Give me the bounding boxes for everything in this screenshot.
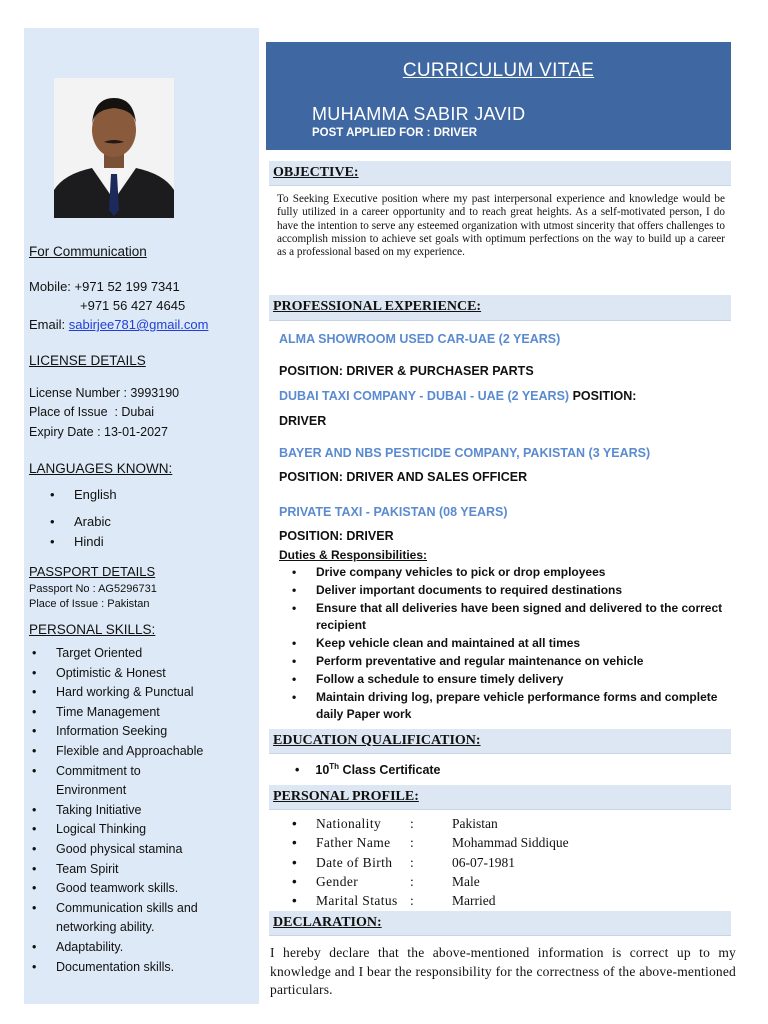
duty-item: • Maintain driving log, prepare vehicle performance forms and complete daily Paper work [292, 689, 732, 725]
skill-item: • Good teamwork skills. [29, 879, 249, 899]
passport-number: Passport No : AG5296731 [29, 583, 157, 595]
profile-label: Father Name [316, 835, 391, 851]
experience-heading [269, 295, 731, 321]
portrait-image [54, 78, 174, 218]
skill-item: • Time Management [29, 703, 249, 723]
profile-row [292, 833, 569, 852]
profile-value: Mohammad Siddique [452, 835, 569, 851]
skill-item: • Good physical stamina [29, 840, 249, 860]
profile-row [292, 853, 569, 872]
position-3: POSITION: DRIVER AND SALES OFFICER [279, 470, 528, 484]
skill-item: • Team Spirit [29, 860, 249, 880]
profile-row [292, 872, 569, 891]
skill-item: • Documentation skills. [29, 958, 249, 978]
education-item-suffix: Class Certificate [339, 763, 441, 778]
experience-heading-text: PROFESSIONAL EXPERIENCE: [273, 299, 482, 314]
education-heading [269, 729, 731, 754]
passport-place: Place of Issue : Pakistan [29, 598, 150, 610]
company-2: DUBAI TAXI COMPANY - DUBAI - UAE (2 YEARS) [279, 389, 570, 403]
skill-item: • Commitment to Environment [29, 762, 249, 801]
position-2: DRIVER [279, 414, 327, 428]
skills-list [29, 644, 249, 977]
profile-photo [54, 78, 174, 218]
profile-heading [269, 785, 731, 810]
mobile-number-1: +971 52 199 7341 [74, 279, 180, 294]
skill-item: • Communication skills and networking ability. [29, 899, 249, 938]
post-applied: POST APPLIED FOR : DRIVER [312, 127, 478, 139]
company-1: ALMA SHOWROOM USED CAR-UAE (2 YEARS) [279, 332, 561, 346]
profile-value: Married [452, 893, 496, 909]
skill-item: • Information Seeking [29, 722, 249, 742]
passport-heading: PASSPORT DETAILS [29, 564, 156, 579]
email-link[interactable]: sabirjee781@gmail.com [68, 317, 209, 332]
profile-value: Pakistan [452, 816, 498, 831]
duty-item: • Keep vehicle clean and maintained at all times [292, 635, 732, 653]
profile-label: Gender [316, 873, 359, 889]
profile-heading-text: PERSONAL PROFILE: [273, 789, 419, 804]
profile-label: Marital Status [316, 893, 398, 909]
duty-item: • Drive company vehicles to pick or drop employees [292, 564, 732, 582]
communication-heading: For Communication [29, 244, 147, 259]
languages-heading: LANGUAGES KNOWN: [29, 461, 173, 476]
profile-value: 06-07-1981 [452, 854, 515, 870]
skill-item: • Optimistic & Honest [29, 664, 249, 684]
company-4: PRIVATE TAXI - PAKISTAN (08 YEARS) [279, 505, 508, 519]
mobile-label: Mobile: [29, 279, 71, 294]
profile-label: Nationality [316, 816, 382, 831]
education-item-prefix: 10 [315, 763, 330, 778]
profile-list [292, 814, 569, 910]
email-label: Email: [29, 317, 66, 332]
mobile-line-1 [29, 277, 180, 296]
language-item: • English [50, 487, 117, 514]
education-item-sup: Th [329, 762, 340, 771]
email-line [29, 315, 208, 334]
mobile-number-2: +971 56 427 4645 [80, 298, 186, 313]
education-heading-text: EDUCATION QUALIFICATION: [273, 733, 481, 748]
objective-text: To Seeking Executive position where my past interpersonal experience and knowledge would be fully utilized in a career opportunity and to reach great heights. As a self-motivated person, I do have the intention to serve any esteemed organization with utmost sincerity that offers challenges to accomplish mission to achieve set goals with optimum perfections on the way to build up a career as a professional based on my experience. [277, 193, 725, 259]
declaration-heading [269, 911, 731, 936]
languages-list [50, 487, 117, 549]
profile-row [292, 814, 569, 833]
duties-list [292, 564, 732, 724]
objective-heading [269, 161, 731, 186]
objective-heading-text: OBJECTIVE: [273, 165, 359, 180]
profile-colon: : [410, 893, 414, 909]
languages-heading-text: LANGUAGES KNOWN [29, 461, 169, 476]
skill-item: • Logical Thinking [29, 820, 249, 840]
declaration-text: I hereby declare that the above-mentioned information is correct up to my knowledge and I bear the responsibility for the correctness of the above-mentioned particulars. [270, 945, 736, 997]
duty-item: • Perform preventative and regular maintenance on vehicle [292, 653, 732, 671]
profile-label: Date of Birth [316, 854, 393, 870]
license-heading: LICENSE DETAILS [29, 353, 146, 368]
education-item: • 10Th Class Certificate [295, 762, 441, 778]
duty-item: • Ensure that all deliveries have been signed and delivered to the correct recipient [292, 600, 732, 636]
skills-heading: PERSONAL SKILLS: [29, 622, 156, 637]
license-place: Place of Issue : Dubai [29, 405, 155, 419]
skill-item: • Hard working & Punctual [29, 683, 249, 703]
company-3: BAYER AND NBS PESTICIDE COMPANY, PAKISTAN (3 YEARS) [279, 446, 651, 460]
position-1: POSITION: DRIVER & PURCHASER PARTS [279, 364, 534, 378]
document-title: CURRICULUM VITAE [402, 60, 595, 81]
candidate-name: MUHAMMA SABIR JAVID [312, 104, 526, 124]
header-banner [266, 42, 731, 150]
skill-item: • Adaptability. [29, 938, 249, 958]
skill-item: • Target Oriented [29, 644, 249, 664]
duty-item: • Follow a schedule to ensure timely delivery [292, 671, 732, 689]
language-item: • Arabic [50, 514, 117, 534]
profile-colon: : [410, 873, 414, 889]
duties-heading: Duties & Responsibilities: [279, 548, 428, 562]
profile-value: Male [452, 873, 480, 889]
license-number: License Number : 3993190 [29, 386, 180, 400]
position-2-prefix: POSITION: [572, 389, 637, 403]
profile-row [292, 891, 569, 910]
position-4: POSITION: DRIVER [279, 529, 394, 543]
profile-colon: : [410, 835, 414, 851]
language-item: • Hindi [50, 534, 117, 549]
profile-colon: : [410, 854, 414, 870]
profile-colon: : [410, 816, 414, 831]
skill-item: • Flexible and Approachable [29, 742, 249, 762]
license-expiry: Expiry Date : 13-01-2027 [29, 425, 168, 439]
skill-item: • Taking Initiative [29, 801, 249, 821]
declaration-heading-text: DECLARATION: [273, 915, 382, 930]
company-2-line [279, 389, 636, 403]
duty-item: • Deliver important documents to required destinations [292, 582, 732, 600]
